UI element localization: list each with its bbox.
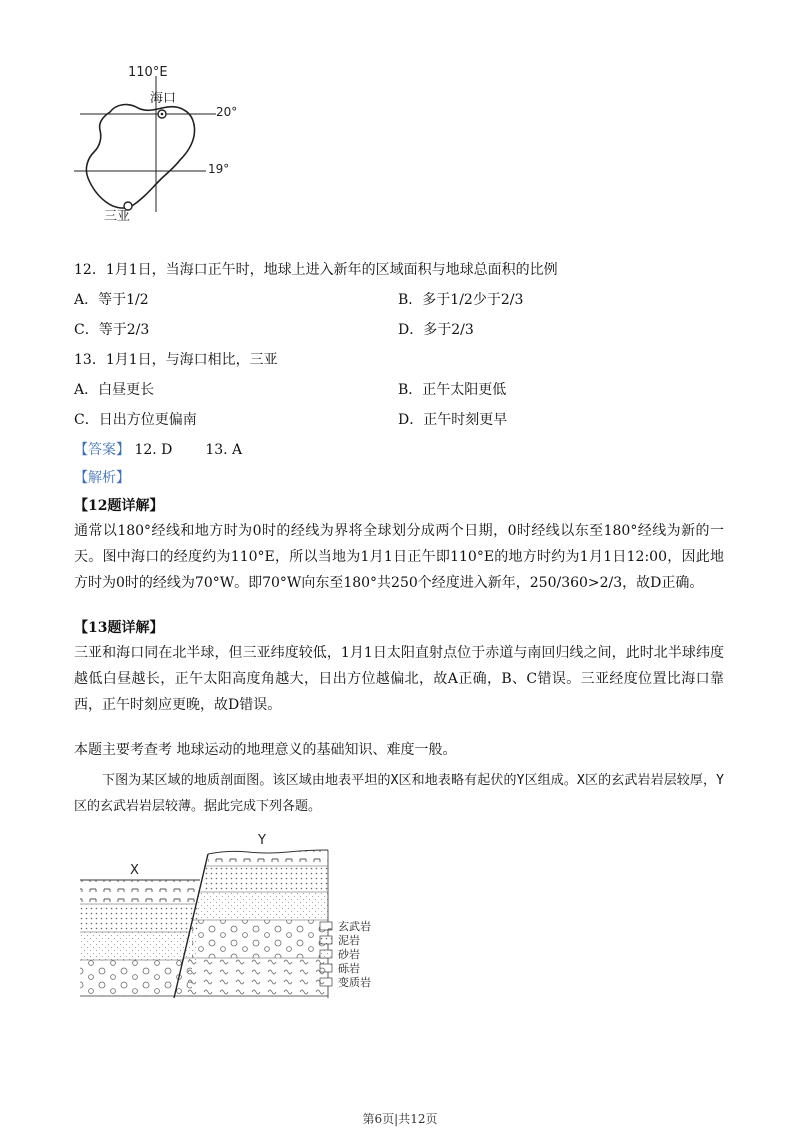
answer-tag: 【答案】 — [74, 442, 130, 458]
summary-text: 本题主要考查考 地球运动的地理意义的基础知识、难度一般。 — [74, 742, 457, 758]
label-y: Y — [258, 833, 266, 848]
legend-mudstone: 泥岩 — [338, 934, 360, 947]
d13-tag: 【13题详解】 — [74, 620, 164, 636]
legend-sandstone: 砂岩 — [338, 948, 360, 961]
intro-text: 下图为某区域的地质剖面图。该区域由地表平坦的X区和地表略有起伏的Y区组成。X区的玄武岩岩层较厚，Y区的玄武岩岩层较薄。据此完成下列各题。 — [74, 773, 724, 814]
lat19-label: 19° — [208, 162, 230, 176]
q13-option-d: D．正午时刻更早 — [398, 412, 508, 428]
d12-tag: 【12题详解】 — [74, 498, 164, 514]
answer-line — [74, 440, 242, 460]
legend-basalt: 玄武岩 — [338, 920, 371, 933]
sanya-label: 三亚 — [104, 209, 131, 222]
q13-option-c: C．日出方位更偏南 — [74, 412, 197, 428]
q12-option-c: C．等于2/3 — [74, 322, 150, 338]
legend-metamorphic: 变质岩 — [338, 976, 371, 989]
geologic-section — [74, 826, 404, 1002]
label-x: X — [130, 863, 139, 878]
lon-label: 110°E — [128, 65, 168, 80]
answer-12: 12. D — [134, 442, 173, 458]
q12-option-a: A．等于1/2 — [74, 292, 149, 308]
answer-13: 13. A — [205, 442, 243, 458]
d12-text: 通常以180°经线和地方时为0时的经线为界将全球划分成两个日期，0时经线以东至180°经线为新的一天。图中海口的经度约为110°E，所以当地为1月1日正午即110°E的地方时约为1月1日12:00，因此地方时为0时的经线为70°W。即70°W向东至180°共250个经度进入新年，250/360>2/3，故D正确。 — [74, 523, 724, 591]
lat20-label: 20° — [216, 105, 238, 119]
q13-option-a: A．白昼更长 — [74, 382, 155, 398]
analysis-tag: 【解析】 — [74, 470, 130, 486]
legend — [320, 919, 371, 989]
legend-conglomerate: 砾岩 — [338, 962, 360, 975]
q12-option-b: B．多于1/2少于2/3 — [398, 292, 524, 308]
page-footer: 第6页|共12页 — [362, 1112, 438, 1126]
q12-option-d: D．多于2/3 — [398, 322, 474, 338]
hainan-map — [66, 62, 276, 222]
haikou-label: 海口 — [150, 91, 177, 106]
q12-stem: 12．1月1日，当海口正午时，地球上进入新年的区域面积与地球总面积的比例 — [74, 262, 558, 278]
d13-text: 三亚和海口同在北半球，但三亚纬度较低，1月1日太阳直射点位于赤道与南回归线之间，此时北半球纬度越低白昼越长，正午太阳高度角越大，日出方位越偏北，故A正确，B、C错误。三亚经度位置比海口靠西，正午时刻应更晚，故D错误。 — [74, 645, 724, 713]
q13-option-b: B．正午太阳更低 — [398, 382, 507, 398]
q13-stem: 13．1月1日，与海口相比，三亚 — [74, 352, 278, 368]
